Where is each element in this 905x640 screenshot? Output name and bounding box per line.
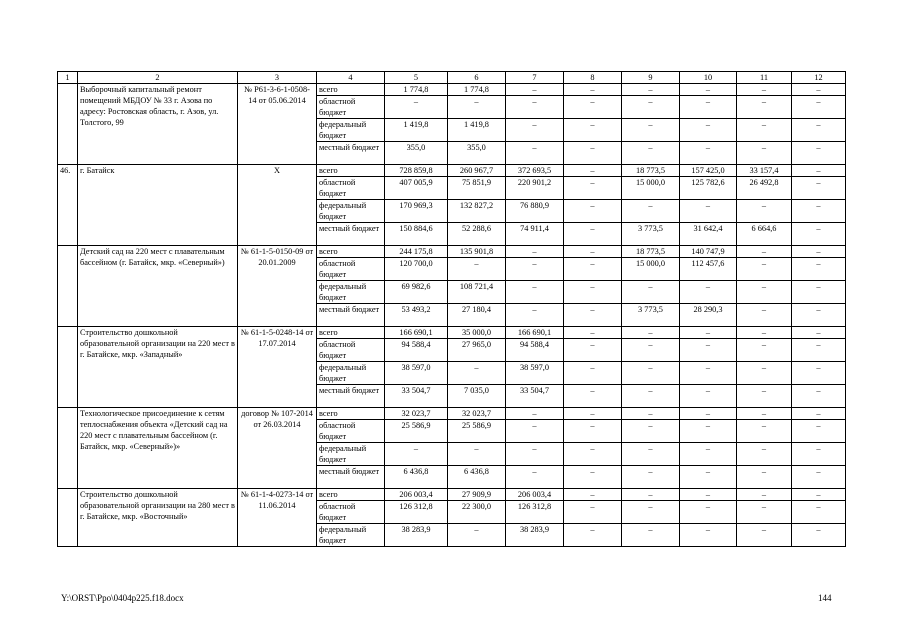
- header-cell: 12: [792, 72, 846, 84]
- value-cell: –: [737, 420, 792, 443]
- value-cell: –: [564, 165, 622, 177]
- value-cell: –: [792, 304, 846, 327]
- value-cell: –: [680, 489, 737, 501]
- value-cell: –: [737, 408, 792, 420]
- value-cell: –: [622, 362, 680, 385]
- funding-category: областной бюджет: [317, 177, 385, 200]
- value-cell: 120 700,0: [385, 258, 448, 281]
- value-cell: –: [564, 119, 622, 142]
- value-cell: –: [792, 385, 846, 408]
- value-cell: –: [448, 443, 506, 466]
- table-row: [58, 165, 846, 177]
- value-cell: –: [737, 246, 792, 258]
- value-cell: –: [564, 304, 622, 327]
- funding-category: федеральный бюджет: [317, 362, 385, 385]
- value-cell: –: [680, 119, 737, 142]
- value-cell: –: [564, 96, 622, 119]
- value-cell: –: [385, 96, 448, 119]
- value-cell: –: [680, 408, 737, 420]
- funding-category: местный бюджет: [317, 142, 385, 165]
- value-cell: 22 300,0: [448, 501, 506, 524]
- value-cell: 15 000,0: [622, 258, 680, 281]
- table-body: [58, 72, 846, 547]
- value-cell: 108 721,4: [448, 281, 506, 304]
- value-cell: –: [622, 142, 680, 165]
- value-cell: –: [792, 246, 846, 258]
- value-cell: –: [506, 466, 564, 489]
- value-cell: –: [622, 200, 680, 223]
- value-cell: –: [506, 96, 564, 119]
- value-cell: 355,0: [448, 142, 506, 165]
- value-cell: 38 597,0: [385, 362, 448, 385]
- value-cell: –: [680, 443, 737, 466]
- value-cell: –: [506, 119, 564, 142]
- value-cell: –: [622, 489, 680, 501]
- header-cell: 8: [564, 72, 622, 84]
- value-cell: –: [506, 408, 564, 420]
- value-cell: 94 588,4: [506, 339, 564, 362]
- value-cell: 74 911,4: [506, 223, 564, 246]
- header-cell: 1: [58, 72, 78, 84]
- value-cell: 15 000,0: [622, 177, 680, 200]
- value-cell: –: [448, 524, 506, 547]
- value-cell: –: [792, 142, 846, 165]
- value-cell: –: [622, 501, 680, 524]
- value-cell: 140 747,9: [680, 246, 737, 258]
- value-cell: –: [680, 524, 737, 547]
- value-cell: –: [792, 281, 846, 304]
- value-cell: 33 504,7: [506, 385, 564, 408]
- value-cell: 52 288,6: [448, 223, 506, 246]
- value-cell: –: [622, 524, 680, 547]
- value-cell: 126 312,8: [506, 501, 564, 524]
- value-cell: 53 493,2: [385, 304, 448, 327]
- value-cell: 166 690,1: [385, 327, 448, 339]
- value-cell: –: [448, 362, 506, 385]
- value-cell: –: [506, 246, 564, 258]
- value-cell: –: [792, 408, 846, 420]
- value-cell: –: [737, 119, 792, 142]
- row-number: [58, 246, 78, 327]
- value-cell: –: [737, 84, 792, 96]
- value-cell: –: [506, 304, 564, 327]
- value-cell: –: [792, 84, 846, 96]
- value-cell: –: [622, 327, 680, 339]
- value-cell: –: [564, 385, 622, 408]
- value-cell: 157 425,0: [680, 165, 737, 177]
- value-cell: –: [792, 466, 846, 489]
- value-cell: –: [737, 489, 792, 501]
- funding-category: местный бюджет: [317, 223, 385, 246]
- value-cell: 25 586,9: [385, 420, 448, 443]
- value-cell: 132 827,2: [448, 200, 506, 223]
- value-cell: –: [680, 385, 737, 408]
- value-cell: –: [680, 362, 737, 385]
- value-cell: –: [564, 281, 622, 304]
- value-cell: –: [564, 524, 622, 547]
- value-cell: –: [564, 362, 622, 385]
- funding-category: федеральный бюджет: [317, 119, 385, 142]
- value-cell: –: [506, 258, 564, 281]
- value-cell: –: [680, 96, 737, 119]
- funding-category: всего: [317, 165, 385, 177]
- value-cell: 112 457,6: [680, 258, 737, 281]
- value-cell: –: [564, 246, 622, 258]
- value-cell: –: [792, 362, 846, 385]
- header-cell: 9: [622, 72, 680, 84]
- value-cell: 27 909,9: [448, 489, 506, 501]
- value-cell: –: [564, 258, 622, 281]
- value-cell: 32 023,7: [385, 408, 448, 420]
- row-number: 46.: [58, 165, 78, 246]
- value-cell: 18 773,5: [622, 246, 680, 258]
- footer-page-number: 144: [818, 593, 832, 603]
- value-cell: –: [737, 443, 792, 466]
- value-cell: –: [737, 327, 792, 339]
- value-cell: 25 586,9: [448, 420, 506, 443]
- budget-table: [57, 71, 846, 547]
- value-cell: 31 642,4: [680, 223, 737, 246]
- value-cell: 206 003,4: [385, 489, 448, 501]
- value-cell: –: [737, 200, 792, 223]
- funding-category: федеральный бюджет: [317, 200, 385, 223]
- header-cell: 4: [317, 72, 385, 84]
- value-cell: 38 597,0: [506, 362, 564, 385]
- funding-category: федеральный бюджет: [317, 443, 385, 466]
- funding-category: областной бюджет: [317, 501, 385, 524]
- value-cell: 244 175,8: [385, 246, 448, 258]
- value-cell: –: [622, 443, 680, 466]
- value-cell: 220 901,2: [506, 177, 564, 200]
- value-cell: 3 773,5: [622, 304, 680, 327]
- value-cell: 18 773,5: [622, 165, 680, 177]
- value-cell: 33 504,7: [385, 385, 448, 408]
- row-number: [58, 327, 78, 408]
- value-cell: 32 023,7: [448, 408, 506, 420]
- footer-file-path: Y:\ORST\Ppo\0404p225.f18.docx: [61, 593, 184, 603]
- funding-category: федеральный бюджет: [317, 281, 385, 304]
- value-cell: 170 969,3: [385, 200, 448, 223]
- value-cell: 150 884,6: [385, 223, 448, 246]
- header-cell: 10: [680, 72, 737, 84]
- value-cell: –: [622, 339, 680, 362]
- header-cell: 7: [506, 72, 564, 84]
- value-cell: –: [737, 339, 792, 362]
- table-row: [58, 408, 846, 420]
- value-cell: –: [564, 200, 622, 223]
- value-cell: –: [737, 281, 792, 304]
- value-cell: –: [792, 327, 846, 339]
- row-number: [58, 408, 78, 489]
- value-cell: –: [506, 420, 564, 443]
- value-cell: –: [737, 96, 792, 119]
- value-cell: 6 664,6: [737, 223, 792, 246]
- object-name: Технологическое присоединение к сетям теплоснабжения объекта «Детский сад на 220 мест с плавательным бассейном (г. Батайск, мкр. «Северный»)»: [78, 408, 238, 489]
- header-cell: 6: [448, 72, 506, 84]
- header-cell: 3: [238, 72, 317, 84]
- value-cell: –: [792, 177, 846, 200]
- value-cell: –: [737, 304, 792, 327]
- funding-category: всего: [317, 489, 385, 501]
- value-cell: 3 773,5: [622, 223, 680, 246]
- value-cell: 407 005,9: [385, 177, 448, 200]
- value-cell: –: [564, 408, 622, 420]
- value-cell: –: [622, 281, 680, 304]
- funding-category: местный бюджет: [317, 385, 385, 408]
- value-cell: –: [792, 165, 846, 177]
- value-cell: 355,0: [385, 142, 448, 165]
- value-cell: –: [622, 466, 680, 489]
- value-cell: –: [622, 96, 680, 119]
- value-cell: –: [564, 443, 622, 466]
- value-cell: 1 774,8: [385, 84, 448, 96]
- funding-category: местный бюджет: [317, 466, 385, 489]
- document-number: № 61-1-4-0273-14 от 11.06.2014: [238, 489, 317, 547]
- value-cell: –: [680, 339, 737, 362]
- value-cell: 728 859,8: [385, 165, 448, 177]
- value-cell: –: [737, 385, 792, 408]
- table-row: [58, 84, 846, 96]
- value-cell: 126 312,8: [385, 501, 448, 524]
- value-cell: –: [792, 443, 846, 466]
- value-cell: –: [737, 524, 792, 547]
- value-cell: –: [448, 258, 506, 281]
- value-cell: –: [792, 223, 846, 246]
- value-cell: –: [680, 420, 737, 443]
- value-cell: 166 690,1: [506, 327, 564, 339]
- value-cell: –: [564, 339, 622, 362]
- value-cell: –: [792, 524, 846, 547]
- value-cell: 1 419,8: [385, 119, 448, 142]
- value-cell: 26 492,8: [737, 177, 792, 200]
- value-cell: –: [564, 489, 622, 501]
- value-cell: –: [564, 420, 622, 443]
- value-cell: –: [622, 119, 680, 142]
- document-number: № 61-1-5-0150-09 от 20.01.2009: [238, 246, 317, 327]
- value-cell: –: [680, 466, 737, 489]
- value-cell: –: [792, 258, 846, 281]
- value-cell: –: [737, 466, 792, 489]
- object-name: Строительство дошкольной образовательной организации на 280 мест в г. Батайске, мкр. «Восточный»: [78, 489, 238, 547]
- value-cell: –: [564, 501, 622, 524]
- value-cell: –: [564, 177, 622, 200]
- value-cell: –: [737, 501, 792, 524]
- value-cell: –: [792, 489, 846, 501]
- value-cell: 76 880,9: [506, 200, 564, 223]
- value-cell: –: [737, 258, 792, 281]
- value-cell: –: [448, 96, 506, 119]
- value-cell: –: [564, 84, 622, 96]
- funding-category: всего: [317, 408, 385, 420]
- table-row: [58, 246, 846, 258]
- value-cell: –: [680, 327, 737, 339]
- row-number: [58, 489, 78, 547]
- value-cell: –: [792, 200, 846, 223]
- object-name: г. Батайск: [78, 165, 238, 246]
- table-row: [58, 327, 846, 339]
- value-cell: 69 982,6: [385, 281, 448, 304]
- document-number: Х: [238, 165, 317, 246]
- value-cell: –: [792, 501, 846, 524]
- value-cell: –: [680, 200, 737, 223]
- value-cell: –: [680, 84, 737, 96]
- document-number: договор № 107-2014 от 26.03.2014: [238, 408, 317, 489]
- value-cell: 27 180,4: [448, 304, 506, 327]
- value-cell: 206 003,4: [506, 489, 564, 501]
- funding-category: областной бюджет: [317, 96, 385, 119]
- value-cell: 6 436,8: [385, 466, 448, 489]
- value-cell: –: [622, 385, 680, 408]
- value-cell: 260 967,7: [448, 165, 506, 177]
- value-cell: 35 000,0: [448, 327, 506, 339]
- value-cell: –: [564, 466, 622, 489]
- value-cell: –: [680, 281, 737, 304]
- value-cell: –: [506, 142, 564, 165]
- value-cell: –: [680, 142, 737, 165]
- funding-category: всего: [317, 327, 385, 339]
- value-cell: –: [792, 96, 846, 119]
- budget-table-container: [57, 71, 845, 547]
- object-name: Строительство дошкольной образовательной организации на 220 мест в г. Батайске, мкр. «Западный»: [78, 327, 238, 408]
- value-cell: –: [506, 84, 564, 96]
- value-cell: 372 693,5: [506, 165, 564, 177]
- funding-category: всего: [317, 246, 385, 258]
- value-cell: –: [680, 501, 737, 524]
- value-cell: 94 588,4: [385, 339, 448, 362]
- value-cell: 135 901,8: [448, 246, 506, 258]
- funding-category: всего: [317, 84, 385, 96]
- value-cell: 125 782,6: [680, 177, 737, 200]
- value-cell: 1 419,8: [448, 119, 506, 142]
- funding-category: федеральный бюджет: [317, 524, 385, 547]
- document-number: № 61-1-5-0248-14 от 17.07.2014: [238, 327, 317, 408]
- value-cell: –: [506, 443, 564, 466]
- value-cell: –: [737, 142, 792, 165]
- header-cell: 2: [78, 72, 238, 84]
- document-number: № Р61-3-6-1-0508-14 от 05.06.2014: [238, 84, 317, 165]
- value-cell: –: [564, 327, 622, 339]
- value-cell: 27 965,0: [448, 339, 506, 362]
- value-cell: –: [506, 281, 564, 304]
- header-row: [58, 72, 846, 84]
- value-cell: –: [792, 119, 846, 142]
- row-number: [58, 84, 78, 165]
- value-cell: –: [564, 142, 622, 165]
- value-cell: –: [564, 223, 622, 246]
- value-cell: 38 283,9: [506, 524, 564, 547]
- value-cell: 38 283,9: [385, 524, 448, 547]
- table-row: [58, 489, 846, 501]
- funding-category: местный бюджет: [317, 304, 385, 327]
- value-cell: –: [792, 339, 846, 362]
- object-name: Выборочный капитальный ремонт помещений МБДОУ № 33 г. Азова по адресу: Ростовская область, г. Азов, ул. Толстого, 99: [78, 84, 238, 165]
- funding-category: областной бюджет: [317, 258, 385, 281]
- funding-category: областной бюджет: [317, 420, 385, 443]
- value-cell: –: [622, 420, 680, 443]
- value-cell: 75 851,9: [448, 177, 506, 200]
- value-cell: –: [385, 443, 448, 466]
- value-cell: –: [622, 408, 680, 420]
- value-cell: –: [792, 420, 846, 443]
- value-cell: –: [737, 362, 792, 385]
- value-cell: 33 157,4: [737, 165, 792, 177]
- header-cell: 5: [385, 72, 448, 84]
- header-cell: 11: [737, 72, 792, 84]
- object-name: Детский сад на 220 мест с плавательным бассейном (г. Батайск, мкр. «Северный»): [78, 246, 238, 327]
- value-cell: 6 436,8: [448, 466, 506, 489]
- value-cell: –: [622, 84, 680, 96]
- value-cell: 1 774,8: [448, 84, 506, 96]
- value-cell: 28 290,3: [680, 304, 737, 327]
- funding-category: областной бюджет: [317, 339, 385, 362]
- value-cell: 7 035,0: [448, 385, 506, 408]
